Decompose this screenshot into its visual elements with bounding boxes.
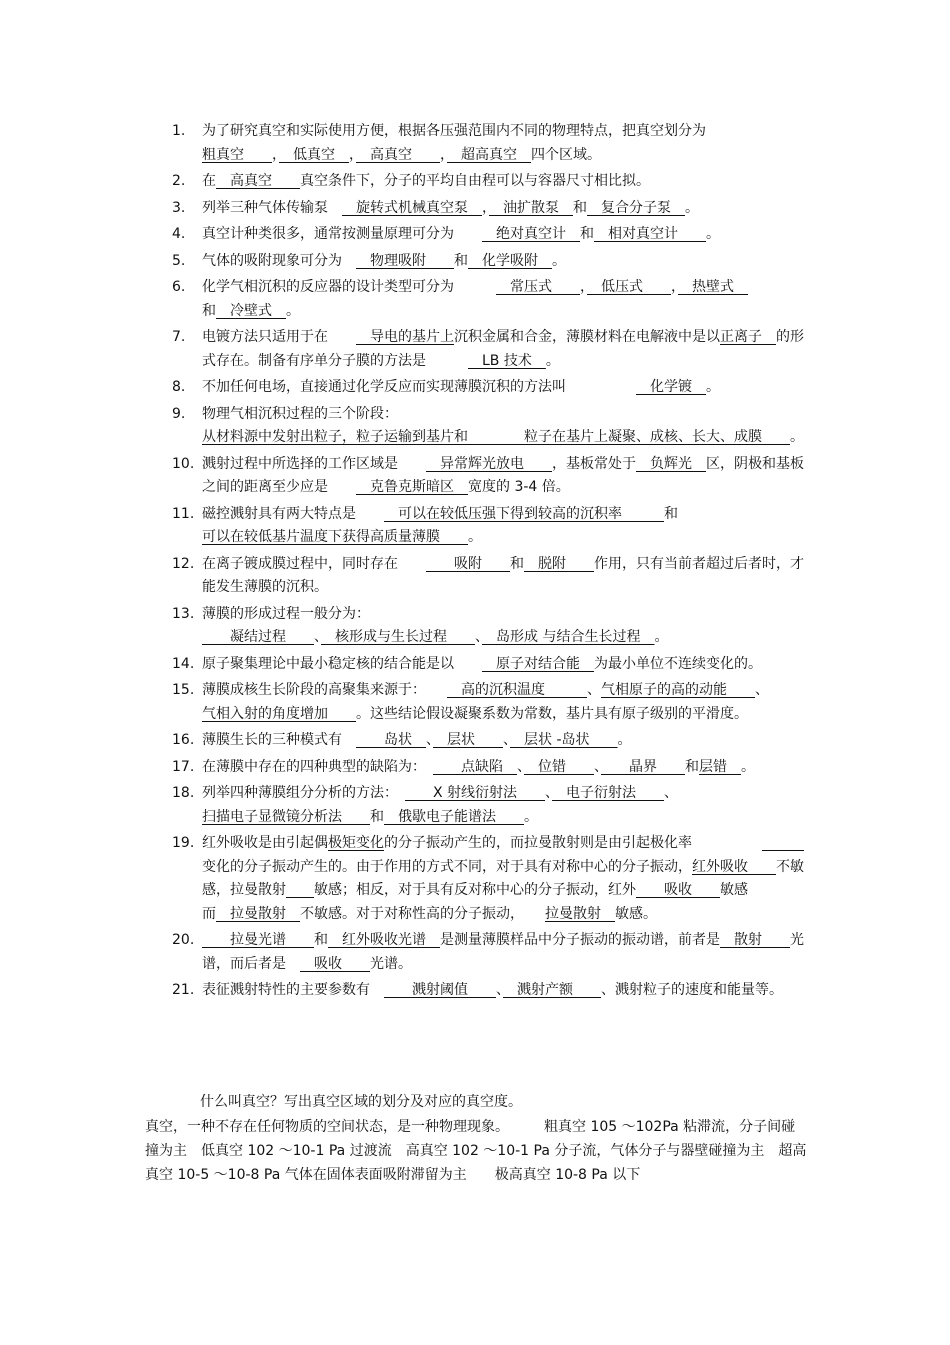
- answer-blank: 拉曼散射: [216, 905, 300, 922]
- answer-blank: 导电的基片上: [356, 329, 454, 345]
- question-text: 、: [475, 629, 482, 645]
- question-text: 。: [741, 758, 755, 775]
- question-text: 。: [545, 352, 560, 369]
- question-text: 和: [454, 252, 468, 269]
- question-text: ，: [272, 146, 279, 163]
- answer-blank: 低真空: [279, 146, 349, 163]
- answer-blank: 可以在较低基片温度下获得高质量薄膜: [202, 529, 468, 545]
- question-text: ，: [482, 199, 489, 216]
- question-text: 原子聚集理论中最小稳定核的结合能是以: [202, 655, 482, 672]
- question-number: 18.: [172, 785, 195, 801]
- question-text: 不敏感，拉曼散射: [202, 858, 804, 898]
- answer-blank: 红外吸收: [692, 858, 776, 875]
- question-text: 四个区域。: [531, 146, 601, 163]
- question-text: 、: [594, 758, 601, 775]
- question-text: ，: [440, 146, 447, 163]
- question-number: 13.: [172, 605, 195, 622]
- question-text: 红外吸收是由引起偶: [202, 835, 328, 851]
- question-text: 、: [587, 682, 601, 698]
- question-item: [172, 729, 808, 753]
- answer-blank: 物理吸附: [356, 252, 454, 269]
- question-text: 气体的吸附现象可分为: [202, 252, 356, 269]
- question-text: 电镀方法只适用于在: [202, 329, 356, 345]
- question-item: [172, 403, 808, 450]
- question-text: 光谱。: [370, 955, 412, 972]
- answer-blank: 高真空: [356, 146, 440, 163]
- question-text: 、: [755, 682, 769, 698]
- question-text: 。: [286, 302, 300, 319]
- question-item: [172, 250, 808, 274]
- answer-blank: 凝结过程: [202, 629, 314, 645]
- answer-blank: 热壁式: [678, 279, 748, 295]
- answer-blank: 溅射产额: [503, 982, 601, 998]
- answer-blank: 旋转式机械真空泵: [342, 199, 482, 216]
- question-text: 。: [706, 379, 720, 395]
- question-text: 变化的分子振动产生的。由于作用的方式不同，对于具有对称中心的分子振动，: [202, 858, 692, 875]
- answer-blank: 溅射阈值: [384, 982, 496, 998]
- question-number: 10.: [172, 455, 195, 472]
- question-number: 20.: [172, 932, 195, 948]
- answer-blank: 散射: [720, 932, 790, 948]
- answer-blank: 相对真空计: [594, 226, 706, 242]
- question-text: 。: [790, 429, 804, 445]
- question-text: ，: [349, 146, 356, 163]
- question-text: 在: [202, 173, 216, 189]
- question-item: [172, 832, 808, 926]
- essay-question: 什么叫真空？写出真空区域的划分及对应的真空度。: [200, 1094, 522, 1110]
- question-number: 4.: [172, 226, 186, 242]
- answer-blank: 超高真空: [447, 146, 531, 163]
- question-text: 、: [517, 758, 524, 775]
- question-text: 和: [370, 808, 384, 825]
- question-number: 6.: [172, 279, 186, 295]
- question-number: 17.: [172, 758, 195, 775]
- question-text: 、: [426, 732, 433, 748]
- question-number: 8.: [172, 379, 186, 395]
- question-text: 、: [545, 785, 553, 801]
- answer-blank: 拉曼光谱: [202, 932, 314, 948]
- answer-blank: [762, 835, 804, 851]
- answer-blank: 吸附: [426, 555, 510, 572]
- question-number: 14.: [172, 655, 195, 672]
- question-item: [172, 603, 808, 650]
- answer-blank: 层状 -岛状: [510, 732, 618, 748]
- answer-blank: 拉曼散射: [545, 905, 615, 922]
- question-text: 、: [503, 732, 510, 748]
- answer-blank: 极矩变化: [328, 835, 384, 851]
- question-text: 敏感而: [202, 882, 748, 922]
- answer-blank: 岛状: [356, 732, 426, 748]
- question-text: 不敏感。对于对称性高的分子振动，: [300, 905, 545, 922]
- answer-blank: 低压式: [587, 279, 671, 295]
- question-text: 。: [524, 808, 538, 825]
- answer-blank: 气相入射的角度增加: [202, 705, 356, 722]
- question-item: [172, 503, 808, 550]
- answer-blank: X 射线衍射法: [405, 785, 546, 801]
- question-text: 在离子镀成膜过程中，同时存在: [202, 555, 426, 572]
- answer-blank: 晶界: [601, 758, 685, 775]
- question-text: ，: [580, 279, 587, 295]
- question-item: [172, 553, 808, 600]
- answer-blank: 粗真空: [202, 146, 272, 163]
- answer-blank: 位错: [524, 758, 594, 775]
- answer-blank: 高真空: [216, 173, 300, 189]
- answer-blank: 俄歇电子能谱法: [384, 808, 524, 825]
- question-text: 薄膜成核生长阶段的高聚集来源于：: [202, 682, 447, 698]
- question-item: [172, 197, 808, 221]
- answer-blank: 吸收: [300, 955, 370, 972]
- question-item: [172, 782, 808, 829]
- question-text: 和: [202, 302, 216, 319]
- question-text: 磁控溅射具有两大特点是: [202, 505, 384, 522]
- question-text: 在薄膜中存在的四种典型的缺陷为：: [202, 758, 433, 775]
- question-text: 、: [496, 982, 503, 998]
- question-item: [172, 170, 808, 194]
- answer-blank: 点缺陷: [433, 758, 517, 775]
- answer-blank: 油扩散泵: [489, 199, 573, 216]
- question-text: 和: [664, 505, 678, 522]
- question-item: [172, 120, 808, 167]
- question-text: 、: [664, 785, 679, 801]
- answer-blank: 克鲁克斯暗区: [356, 479, 468, 495]
- question-text: 薄膜的形成过程一般分为：: [202, 605, 377, 622]
- answer-blank: [636, 882, 664, 898]
- question-text: 。: [706, 226, 720, 242]
- question-text: 和: [573, 199, 587, 216]
- question-number: 15.: [172, 682, 195, 698]
- question-text: ，基板常处于: [552, 455, 636, 472]
- question-item: [172, 326, 808, 373]
- question-text: 和: [510, 555, 524, 572]
- question-text: ，: [671, 279, 678, 295]
- question-item: [172, 679, 808, 726]
- answer-blank: 正离子: [720, 329, 776, 345]
- question-item: [172, 223, 808, 247]
- answer-blank: 从材料源中发射出粒子，粒子运输到基片和 粒子在基片上凝聚、成核、长大、成膜: [202, 429, 790, 445]
- question-text: 敏感。: [615, 905, 657, 922]
- question-item: [172, 453, 808, 500]
- answer-blank: 化学吸附: [468, 252, 552, 269]
- question-number: 7.: [172, 329, 186, 345]
- answer-blank: 负辉光: [636, 455, 706, 472]
- question-text: 。: [552, 252, 566, 269]
- question-text: 和: [314, 932, 328, 948]
- question-number: 12.: [172, 555, 195, 572]
- question-text: 不加任何电场，直接通过化学反应而实现薄膜沉积的方法叫: [202, 379, 636, 395]
- question-text: 区，阴极和基板之间的距离至少应是: [202, 455, 804, 495]
- question-item: [172, 979, 808, 1003]
- question-text: 是测量薄膜样品中分子振动的振动谱，前者是: [440, 932, 720, 948]
- question-number: 16.: [172, 732, 195, 748]
- answer-blank: 复合分子泵: [587, 199, 685, 216]
- question-text: 溅射过程中所选择的工作区域是: [202, 455, 426, 472]
- answer-blank: 原子对结合能: [482, 655, 594, 672]
- question-list: [172, 120, 808, 1006]
- question-text: 敏感；相反，对于具有反对称中心的分子振动，红外: [314, 882, 636, 898]
- essay-answer: 真空，一种不存在任何物质的空间状态，是一种物理现象。 粗真空 105 ～102Pa 粘滞流，分子间碰撞为主 低真空 102 ～10-1 Pa 过渡流 高真空 102 ～10-1 Pa 分子流，气体分子与器壁碰撞为主 超高真空 10-5 ～10-8 Pa 气体在固体表面吸附滞留为主 极高真空 10-8 Pa 以下: [145, 1119, 807, 1183]
- question-text: 。: [468, 529, 482, 545]
- question-number: 5.: [172, 252, 186, 269]
- question-text: 宽度的 3-4 倍。: [468, 479, 570, 495]
- answer-blank: 脱附: [524, 555, 594, 572]
- question-text: 列举三种气体传输泵: [202, 199, 342, 216]
- answer-blank: 绝对真空计: [482, 226, 580, 242]
- question-number: 3.: [172, 199, 186, 216]
- question-text: 。这些结论假设凝聚系数为常数，基片具有原子级别的平滑度。: [356, 705, 748, 722]
- question-text: 真空计种类很多，通常按测量原理可分为: [202, 226, 482, 242]
- question-text: 作用，只有当前者超过后者时，才能发生薄膜的沉积。: [202, 555, 804, 595]
- answer-blank: 高的沉积温度: [447, 682, 587, 698]
- answer-blank: 岛形成 与结合生长过程: [482, 629, 655, 645]
- answer-blank: 气相原子的高的动能: [601, 682, 755, 698]
- question-number: 9.: [172, 405, 186, 422]
- question-text: 薄膜生长的三种模式有: [202, 732, 356, 748]
- question-text: 。: [617, 732, 632, 748]
- question-text: 光谱，而后者是: [202, 932, 804, 972]
- question-number: 11.: [172, 505, 195, 522]
- answer-blank: 可以在较低压强下得到较高的沉积率: [384, 505, 664, 522]
- answer-blank: 扫描电子显微镜分析法: [202, 808, 370, 825]
- question-number: 2.: [172, 173, 186, 189]
- answer-blank: 常压式: [496, 279, 580, 295]
- answer-blank: 红外吸收光谱: [328, 932, 440, 948]
- answer-blank: 层错: [699, 758, 741, 775]
- question-text: 。: [654, 629, 669, 645]
- question-text: 真空条件下，分子的平均自由程可以与容器尺寸相比拟。: [300, 173, 650, 189]
- answer-blank: 冷壁式: [216, 302, 286, 319]
- question-text: 的形式存在。制备有序单分子膜的方法是: [202, 329, 804, 369]
- question-item: [172, 653, 808, 677]
- question-item: [172, 756, 808, 780]
- answer-blank: 吸收: [664, 882, 720, 898]
- answer-blank: 电子衍射法: [552, 785, 665, 801]
- question-text: 为最小单位不连续变化的。: [594, 655, 762, 672]
- question-item: [172, 929, 808, 976]
- question-text: 、溅射粒子的速度和能量等。: [601, 982, 783, 998]
- question-item: [172, 276, 808, 323]
- question-text: 为了研究真空和实际使用方便，根据各压强范围内不同的物理特点，把真空划分为: [202, 123, 706, 139]
- answer-blank: 核形成与生长过程: [321, 629, 475, 645]
- question-text: 物理气相沉积过程的三个阶段：: [202, 405, 398, 422]
- answer-blank: 化学镀: [636, 379, 706, 395]
- answer-blank: [286, 882, 314, 898]
- question-number: 21.: [172, 982, 195, 998]
- question-text: 化学气相沉积的反应器的设计类型可分为: [202, 279, 496, 295]
- question-number: 1.: [172, 123, 186, 139]
- question-text: 和: [580, 226, 594, 242]
- question-text: 沉积金属和合金，薄膜材料在电解液中是以: [454, 329, 720, 345]
- question-number: 19.: [172, 835, 195, 851]
- answer-blank: 层状: [433, 732, 503, 748]
- question-text: 列举四种薄膜组分分析的方法：: [202, 785, 405, 801]
- question-text: 。: [685, 199, 699, 216]
- question-text: 的分子振动产生的，而拉曼散射则是由引起极化率: [384, 835, 762, 851]
- answer-blank: 异常辉光放电: [426, 455, 552, 472]
- question-text: 表征溅射特性的主要参数有: [202, 982, 384, 998]
- answer-blank: LB 技术: [468, 352, 546, 369]
- question-item: [172, 376, 808, 400]
- question-text: 、: [314, 629, 321, 645]
- question-text: 和: [685, 758, 699, 775]
